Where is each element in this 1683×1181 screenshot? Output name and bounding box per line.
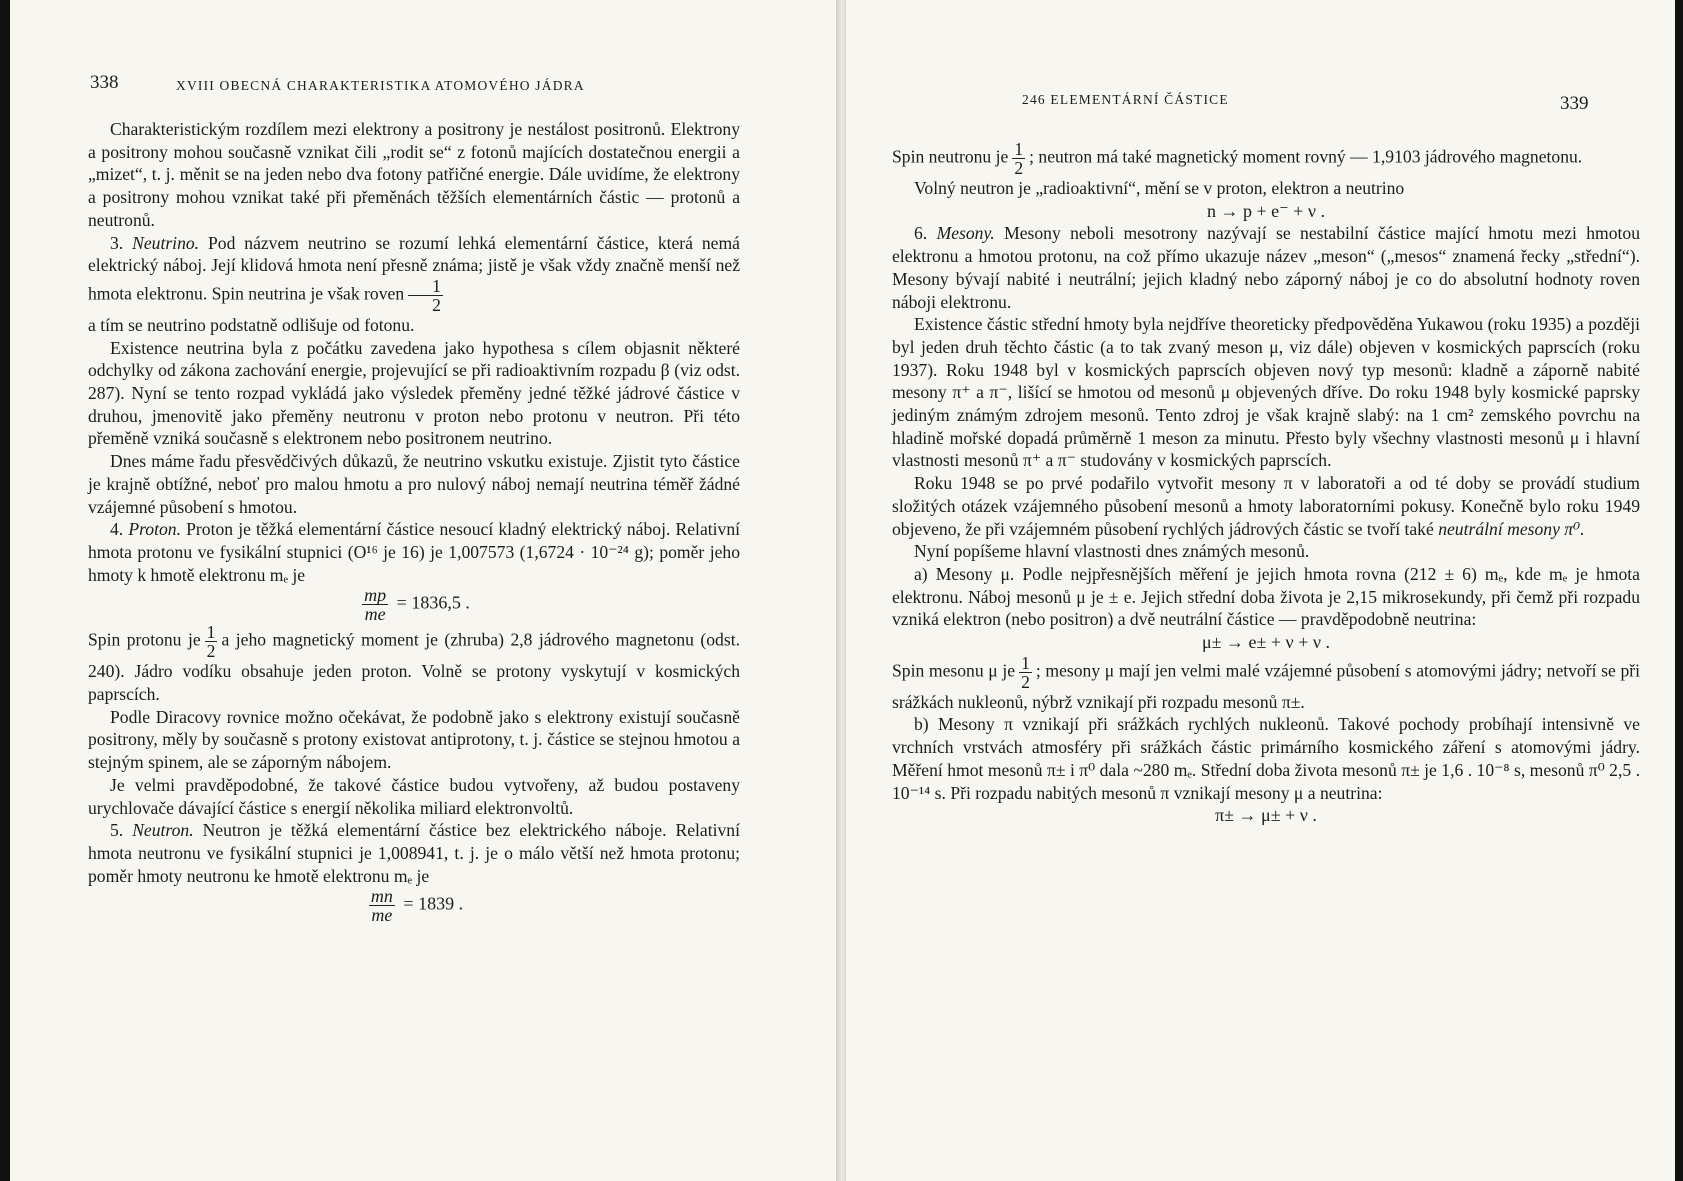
- paragraph-text: Proton je těžká elementární částice nesoucí kladný elektrický náboj. Relativní hmota protonu ve fysikální stupnici (O¹⁶ je 16) je 1,007573 (1,6724 · 10⁻²⁴ g); poměr jeho hmoty k hmotě elektronu mₑ je: [88, 519, 741, 585]
- paragraph: Existence částic střední hmoty byla nejdříve theoreticky předpověděna Yukawou (roku 1935) a později byl jeden druh těchto částic (a to tak zvaný meson μ, viz dále) objeven v kosmických paprscích (roku 1937). Roku 1948 byl v kosmických paprscích objeven nový typ mesonů: kladně a záporně nabité mesony π⁺ a π⁻, lišící se hmotou od mesonů μ objevených dříve. Do roku 1948 byly kosmické paprsky jediným známým zdrojem mesonů. Tento zdroj je však krajně slabý: na 1 cm² zemského povrchu na hladině mořské dopadá průměrně 1 meson za minutu. Přesto byly všechny vlastnosti mesonů μ i hlavní vlastnosti mesonů π⁺ a π⁻ studovány v kosmických paprscích.: [892, 314, 1640, 471]
- paragraph-text: Roku 1948 se po prvé podařilo vytvořit mesony π v laboratoři a od té doby se provádí studium složitých otázek vzájemného působení mesonů a hmoty laboratorními pokusy. Konečně bylo roku 1949 objeveno, že při vzájemném působení rychlých jádrových částic se tvoří také: [892, 473, 1640, 539]
- fraction-denominator: me: [364, 604, 386, 625]
- paragraph: Charakteristickým rozdílem mezi elektrony a positrony je nestálost positronů. Elektrony a positrony mohou současně vznikat čili „rodit se“ z fotonů majících dostatečnou energii a „mizet“, t. j. měnit se na jeden nebo dva fotony patřičné energie. Dále uvidíme, že elektrony a positrony mohou vznikat také při přeměnách těžších elementárních částic — protonů a neutronů.: [88, 119, 740, 230]
- equation-muon-decay: μ± → e± + ν + ν .: [1202, 632, 1330, 653]
- right-scan-edge: [1675, 0, 1683, 1181]
- section-number: 3.: [110, 232, 124, 253]
- italic-term: neutrální mesony π⁰.: [1438, 518, 1585, 539]
- running-header: XVIII OBECNÁ CHARAKTERISTIKA ATOMOVÉHO JÁDRA: [176, 78, 585, 93]
- paragraph-spin-meson: [892, 654, 1640, 714]
- paragraph-text: Pod názvem neutrino se rozumí lehká elementární částice, která nemá elektrický náboj. Její klidová hmota není přesně známa; jistě je však vždy značně menší než hmota elektronu. Spin neutrina je však roven: [88, 232, 740, 304]
- section-title: Neutrino.: [132, 232, 200, 253]
- fraction: [1019, 654, 1032, 691]
- equation-mass-ratio-neutron: [88, 887, 740, 924]
- section-number: 5.: [110, 820, 124, 841]
- paragraph: [892, 472, 1640, 540]
- fraction: [1012, 140, 1025, 177]
- paragraph-text: a jeho magnetický moment je (zhruba) 2,8 jádrového magnetonu (odst. 240). Jádro vodíku obsahuje jeden proton. Volně se protony vyskytují v kosmických paprscích.: [88, 629, 740, 705]
- equation-neutron-decay: n → p + e⁻ + ν .: [1207, 200, 1325, 221]
- page-number: 339: [1560, 93, 1589, 114]
- paragraph: b) Mesony π vznikají při srážkách rychlých nukleonů. Takové pochody probíhají intensivně ve vrchních vrstvách atmosféry při srážkách částic primárního kosmického záření s atomovými jádry. Měření hmot mesonů π± i π⁰ dala ~280 mₑ. Střední doba života mesonů π± je 1,6 . 10⁻⁸ s, mesonů π⁰ 2,5 . 10⁻¹⁴ s. Při rozpadu nabitých mesonů π vznikají mesony μ a neutrina:: [892, 714, 1640, 803]
- fraction-numerator: 1: [1021, 652, 1030, 673]
- equation-pion-decay: π± → μ± + ν .: [1215, 805, 1317, 826]
- book-gutter: [836, 0, 846, 1181]
- paragraph-text: Spin protonu je: [88, 629, 201, 650]
- paragraph: Dnes máme řadu přesvědčivých důkazů, že neutrino vskutku existuje. Zjistit tyto částice je krajně obtížné, neboť pro malou hmotu a pro nulový náboj nemají neutrina téměř žádné vzájemné působení s hmotou.: [88, 451, 740, 517]
- paragraph: Je velmi pravděpodobné, že takové částice budou vytvořeny, až budou postaveny urychlovače dávající částice s energií několika miliard elektronvoltů.: [88, 774, 740, 818]
- fraction-denominator: 2: [1021, 671, 1030, 692]
- section-title: Neutron.: [132, 820, 194, 841]
- equation-rhs: = 1836,5 .: [396, 592, 470, 613]
- left-page: [0, 0, 836, 1181]
- running-header: 246 ELEMENTÁRNÍ ČÁSTICE: [1022, 92, 1229, 107]
- fraction-numerator: 1: [1014, 139, 1024, 159]
- paragraph-text: Spin mesonu μ je: [892, 660, 1016, 681]
- fraction-numerator: mp: [364, 585, 387, 606]
- paragraph: Podle Diracovy rovnice možno očekávat, že podobně jako s elektrony existují současně positrony, měly by současně s protony existovat antiprotony, t. j. částice se stejnou hmotou a stejným spinem, ale se záporným nábojem.: [88, 706, 740, 773]
- equation-rhs: = 1839 .: [403, 894, 464, 915]
- paragraph-neutron: [88, 819, 740, 887]
- paragraph-text: Spin neutronu je: [892, 146, 1009, 167]
- paragraph-spin-proton: [88, 623, 740, 705]
- left-scan-edge: [0, 0, 10, 1181]
- right-body: [892, 140, 1640, 827]
- fraction-denominator: me: [371, 905, 393, 926]
- fraction-denominator: 2: [432, 294, 441, 315]
- section-title: Proton.: [128, 519, 181, 540]
- fraction: [362, 586, 388, 623]
- section-number: 4.: [110, 519, 124, 540]
- fraction-denominator: 2: [1014, 158, 1024, 178]
- fraction-numerator: 1: [206, 622, 216, 643]
- equation-mass-ratio-proton: [88, 586, 740, 623]
- paragraph-text: ; mesony μ mají jen velmi malé vzájemné působení s atomovými jádry; netvoří se při srážkách nukleonů, nýbrž vznikají při rozpadu mesonů π±.: [892, 660, 1640, 712]
- paragraph: a) Mesony μ. Podle nejpřesnějších měření je jejich hmota rovna (212 ± 6) mₑ, kde mₑ je hmota elektronu. Náboj mesonů μ je ± e. Jejich střední doba života je 2,15 mikrosekundy, při čemž při rozpadu vzniká elektron (nebo positron) a dvě neutrální částice — pravděpodobně neutrina:: [892, 563, 1640, 630]
- paragraph: Nyní popíšeme hlavní vlastnosti dnes známých mesonů.: [914, 541, 1310, 562]
- page-number: 338: [90, 72, 119, 93]
- section-number: 6.: [914, 223, 928, 244]
- paragraph-text: Mesony neboli mesotrony nazývají se nestabilní částice mající hmotu mezi hmotou elektronu a hmotou protonu, na což přímo ukazuje název „meson“ („mesos“ znamená řecky „střední“). Mesony bývají nabité i neutrální; jejich kladný nebo záporný náboj je co do absolutní hodnoty roven náboji elektronu.: [892, 223, 1640, 312]
- paragraph-neutrino: [88, 232, 740, 314]
- paragraph-spin-neutron: [892, 140, 1640, 177]
- right-page: [846, 0, 1683, 1181]
- paragraph: a tím se neutrino podstatně odlišuje od fotonu.: [88, 314, 415, 335]
- left-body: [88, 118, 740, 924]
- paragraph: Existence neutrina byla z počátku zavedena jako hypothesa s cílem objasnit některé odchylky od zákona zachování energie, projevující se při radioaktivním rozpadu β (viz odst. 287). Nyní se tento rozpad vykládá jako výsledek přeměny jedné těžké jádrové částice v druhou, jmenovitě jako přeměny neutronu v proton nebo protonu v neutron. Při této přeměně vzniká současně s elektronem nebo positronem neutrino.: [88, 337, 740, 449]
- fraction-numerator: mn: [370, 886, 393, 907]
- paragraph: Volný neutron je „radioaktivní“, mění se v proton, elektron a neutrino: [914, 178, 1405, 198]
- paragraph-mesony: [892, 222, 1640, 313]
- section-title: Mesony.: [936, 223, 995, 244]
- fraction: [205, 623, 218, 660]
- fraction: [408, 277, 443, 314]
- paragraph-proton: [88, 518, 740, 586]
- fraction-numerator: 1: [408, 277, 443, 296]
- fraction: [369, 887, 395, 924]
- paragraph-text: ; neutron má také magnetický moment rovný — 1,9103 jádrového magnetonu.: [1029, 146, 1583, 167]
- fraction-denominator: 2: [206, 641, 216, 662]
- paragraph-text: Neutron je těžká elementární částice bez elektrického náboje. Relativní hmota neutronu ve fysikální stupnici je 1,008941, t. j. je o málo větší než hmota protonu; poměr hmoty neutronu ke hmotě elektronu mₑ je: [88, 820, 740, 886]
